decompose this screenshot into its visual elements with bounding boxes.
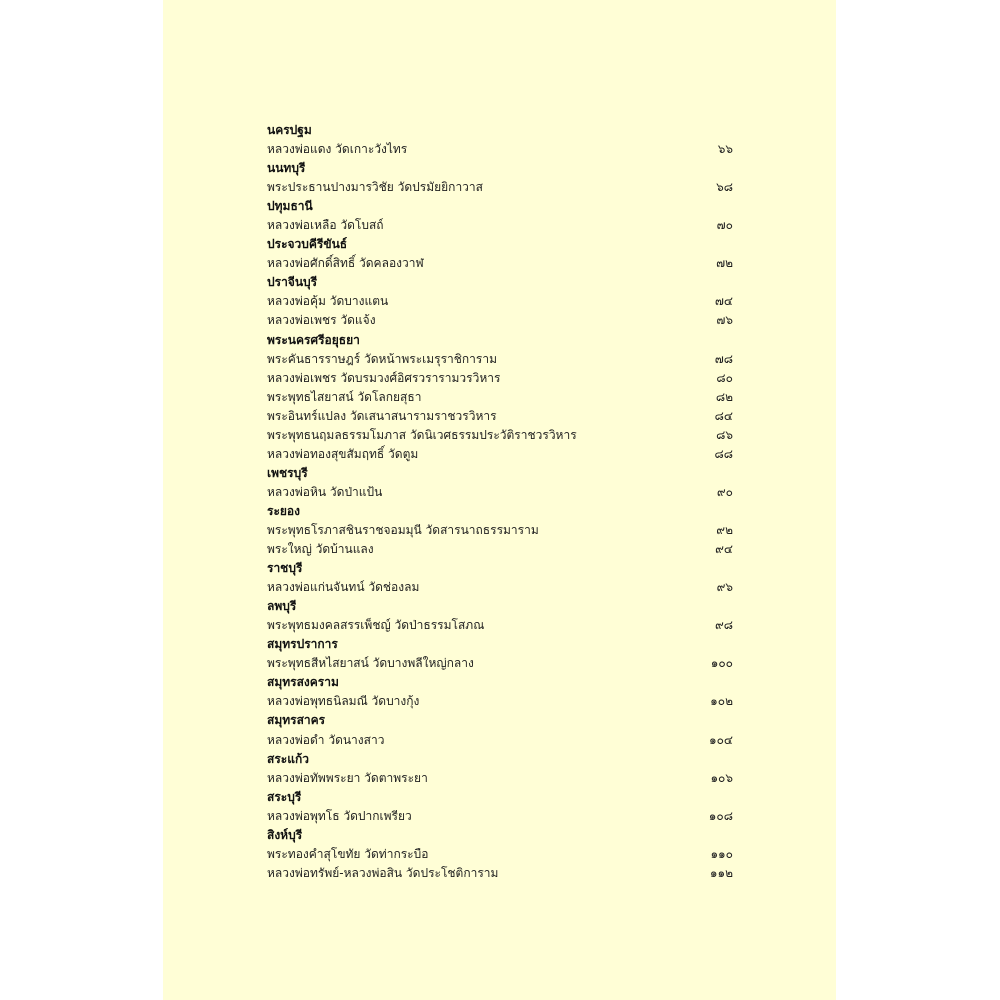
entry-title: หลวงพ่อแก่นจันทน์ วัดช่องลม [267, 580, 420, 595]
toc-entry [267, 578, 733, 597]
entry-title: พระประธานปางมารวิชัย วัดปรมัยยิกาวาส [267, 180, 483, 195]
province-name: สมุทรปราการ [267, 637, 338, 652]
page-number: ๗๔ [714, 294, 733, 309]
toc-entry [267, 731, 733, 750]
entry-title: หลวงพ่อทรัพย์-หลวงพ่อสิน วัดประโชติการาม [267, 865, 499, 880]
entry-title: หลวงพ่อทองสุขสัมฤทธิ์ วัดตูม [267, 446, 419, 461]
toc-entry [267, 407, 733, 426]
page-number: ๘๐ [716, 370, 733, 385]
page-number: ๖๘ [716, 180, 733, 195]
toc-entry [267, 654, 733, 673]
province-name: ระยอง [267, 503, 300, 518]
toc-entry [267, 178, 733, 197]
province-name: สิงห์บุรี [267, 827, 303, 842]
toc-entry [267, 616, 733, 635]
entry-title: หลวงพ่อคุ้ม วัดบางแตน [267, 294, 389, 309]
entry-title: หลวงพ่อดำ วัดนางสาว [267, 732, 385, 747]
toc-entry [267, 769, 733, 788]
province-heading [267, 750, 733, 769]
toc-entry [267, 692, 733, 711]
toc-entry [267, 540, 733, 559]
entry-title: พระพุทธไสยาสน์ วัดโลกยสุธา [267, 389, 422, 404]
page-number: ๙๐ [716, 484, 733, 499]
toc-entry [267, 254, 733, 273]
province-heading [267, 121, 733, 140]
province-heading [267, 788, 733, 807]
toc-entry [267, 845, 733, 864]
page-number: ๘๘ [714, 446, 733, 461]
page-number: ๘๔ [714, 408, 733, 423]
page-number: ๙๖ [716, 580, 733, 595]
toc-entry [267, 807, 733, 826]
page-number: ๘๖ [716, 427, 733, 442]
province-heading [267, 235, 733, 254]
entry-title: หลวงพ่อศักดิ์สิทธิ์ วัดคลองวาฬ [267, 256, 424, 271]
province-heading [267, 673, 733, 692]
province-heading [267, 502, 733, 521]
entry-title: หลวงพ่อเพชร วัดแจ้ง [267, 313, 376, 328]
page-number: ๑๐๘ [708, 808, 733, 823]
page-number: ๙๔ [715, 542, 733, 557]
entry-title: หลวงพ่อเพชร วัดบรมวงศ์อิศรวรารามวรวิหาร [267, 370, 501, 385]
entry-title: หลวงพ่อแดง วัดเกาะวังไทร [267, 142, 408, 157]
toc-entry [267, 521, 733, 540]
toc-entry [267, 292, 733, 311]
province-name: ราชบุรี [267, 561, 303, 576]
entry-title: หลวงพ่อพุทธนิลมณี วัดบางกุ้ง [267, 694, 420, 709]
province-heading [267, 635, 733, 654]
province-heading [267, 711, 733, 730]
page-number: ๑๐๔ [708, 732, 733, 747]
province-name: ปทุมธานี [267, 199, 313, 214]
page-number: ๖๖ [717, 142, 733, 157]
province-heading [267, 331, 733, 350]
toc-entry [267, 140, 733, 159]
toc-entry [267, 350, 733, 369]
province-name: สมุทรสงคราม [267, 675, 339, 690]
toc-entry [267, 311, 733, 330]
toc-entry [267, 369, 733, 388]
page-number: ๗๘ [714, 351, 733, 366]
page-number: ๗๒ [716, 256, 733, 271]
page-number: ๗๖ [716, 313, 733, 328]
province-heading [267, 197, 733, 216]
entry-title: พระพุทธสีหไสยาสน์ วัดบางพลีใหญ่กลาง [267, 656, 474, 671]
entry-title: พระพุทธนฤมลธรรมโมภาส วัดนิเวศธรรมประวัติราชวรวิหาร [267, 427, 577, 442]
province-heading [267, 273, 733, 292]
province-name: พระนครศรีอยุธยา [267, 332, 360, 347]
province-heading [267, 559, 733, 578]
toc-entry [267, 864, 733, 883]
page-number: ๙๒ [716, 523, 733, 537]
toc-entry [267, 216, 733, 235]
page-number: ๑๑๐ [710, 846, 733, 861]
province-name: นครปฐม [267, 123, 312, 138]
toc-entry [267, 445, 733, 464]
province-name: เพชรบุรี [267, 465, 308, 480]
entry-title: หลวงพ่อทัพพระยา วัดตาพระยา [267, 770, 428, 785]
entry-title: พระพุทธโรภาสชินราชจอมมุนี วัดสารนาถธรรมาราม [267, 523, 539, 537]
province-name: สระบุรี [267, 789, 302, 804]
entry-title: หลวงพ่อเหลือ วัดโบสถ์ [267, 218, 384, 233]
entry-title: พระพุทธมงคลสรรเพ็ชญ์ วัดป่าธรรมโสภณ [267, 618, 485, 633]
page-number: ๑๐๒ [710, 694, 733, 709]
book-page [163, 0, 836, 1000]
province-name: นนทบุรี [267, 161, 306, 176]
toc-entry [267, 426, 733, 445]
entry-title: พระทองคำสุโขทัย วัดท่ากระบือ [267, 846, 429, 861]
toc-entry [267, 388, 733, 407]
page-number: ๗๐ [716, 218, 733, 233]
province-name: สระแก้ว [267, 751, 309, 766]
page-number: ๑๐๐ [710, 656, 733, 671]
province-heading [267, 159, 733, 178]
page-number: ๘๒ [715, 389, 733, 404]
page-number: ๑๑๒ [709, 865, 733, 880]
entry-title: พระใหญ่ วัดบ้านแลง [267, 542, 374, 557]
province-heading [267, 826, 733, 845]
province-name: สมุทรสาคร [267, 713, 326, 728]
province-heading [267, 597, 733, 616]
province-name: ปราจีนบุรี [267, 275, 318, 290]
entry-title: พระคันธารราษฎร์ วัดหน้าพระเมรุราชิการาม [267, 351, 498, 366]
page-number: ๙๘ [714, 618, 733, 633]
entry-title: หลวงพ่อหิน วัดป่าแป้น [267, 484, 383, 499]
page-number: ๑๐๖ [710, 770, 733, 785]
entry-title: พระอินทร์แปลง วัดเสนาสนารามราชวรวิหาร [267, 408, 497, 423]
province-heading [267, 464, 733, 483]
province-name: ลพบุรี [267, 599, 297, 614]
province-name: ประจวบคีรีขันธ์ [267, 237, 348, 252]
entry-title: หลวงพ่อพุทโธ วัดปากเพรียว [267, 808, 412, 823]
toc-entry [267, 483, 733, 502]
table-of-contents [267, 121, 733, 883]
